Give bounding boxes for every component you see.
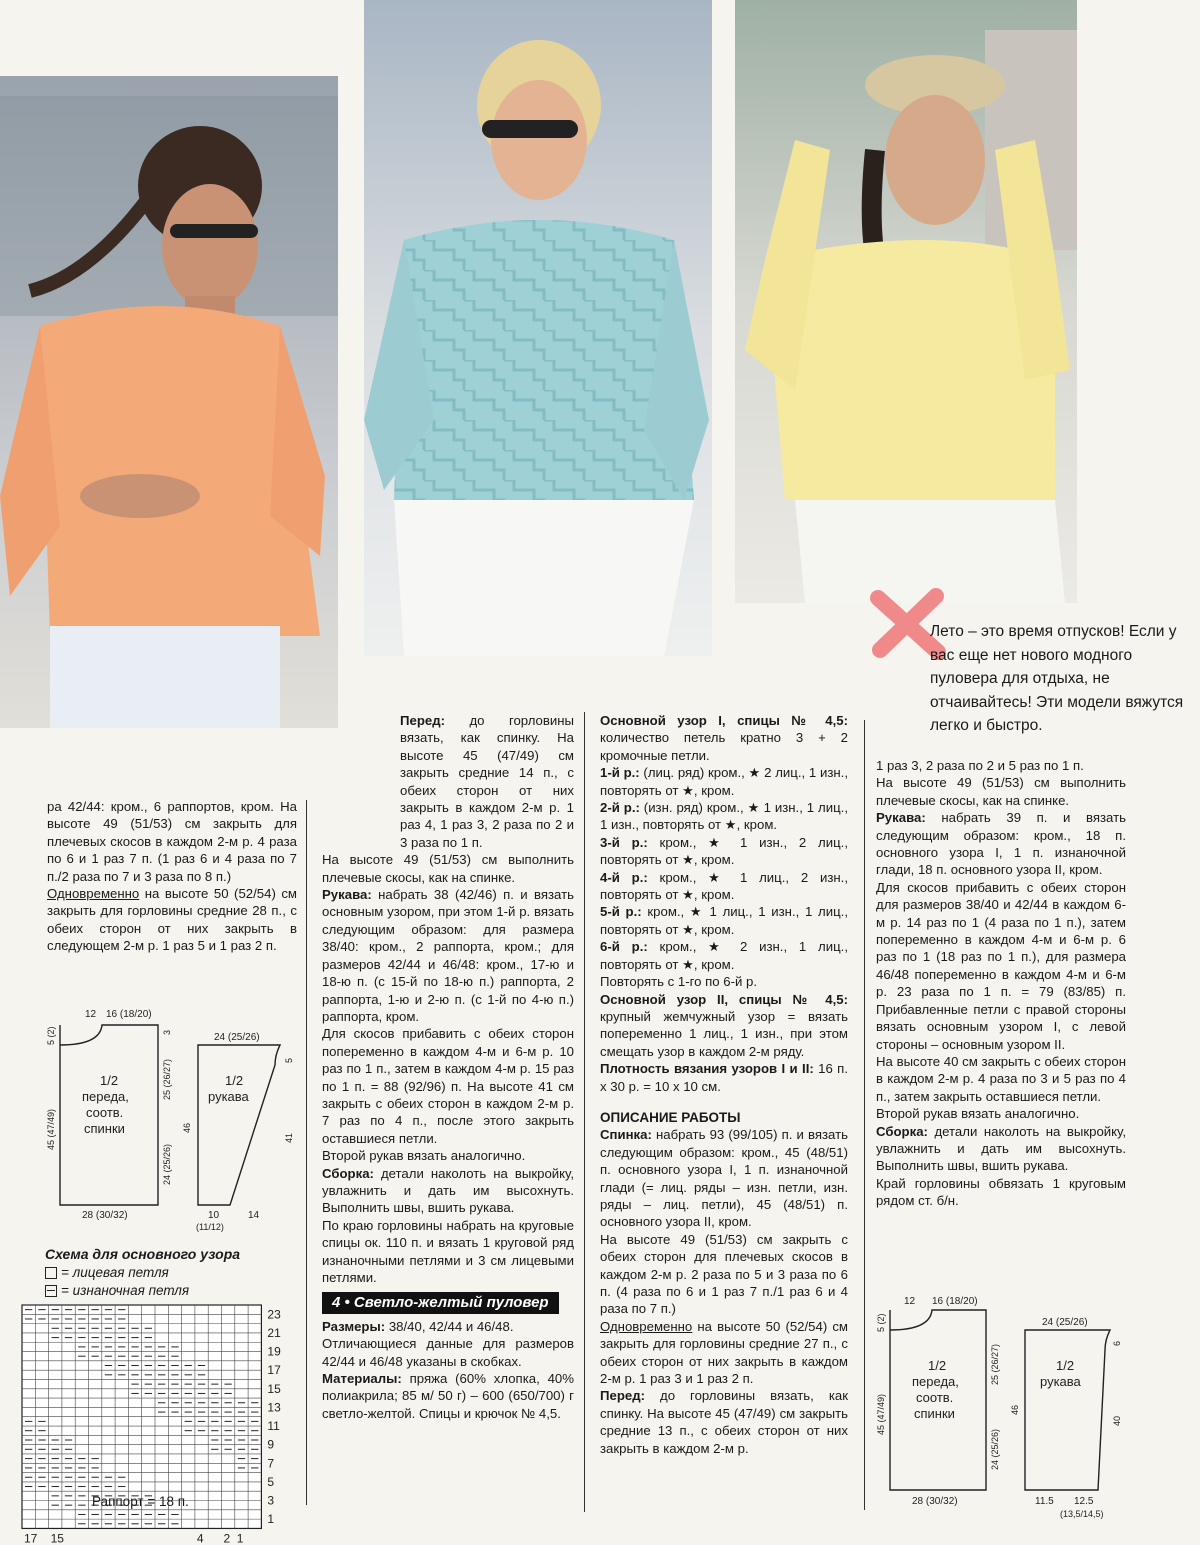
scheme-row-number: 15 xyxy=(267,1381,281,1396)
scheme-row-number: 21 xyxy=(267,1325,281,1340)
col2-sizes xyxy=(322,1318,574,1335)
col4-neck: Край горловины обвязать 1 круговым рядом ст. б/н. xyxy=(876,1175,1126,1209)
photo-yellow-sweater xyxy=(735,0,1077,603)
r-sleeve-dim-right-top: 6 xyxy=(1112,1340,1122,1346)
col2-sizes-head: Размеры: xyxy=(322,1318,386,1334)
col3-simultaneously: Одновременно xyxy=(600,1318,693,1334)
r-dim-top-b: 16 (18/20) xyxy=(932,1296,978,1307)
col2-assembly-text: детали наколоть на выкройку, увлажнить и дать им высохнуть. Выполнить швы, вшить рукава. xyxy=(322,1165,574,1216)
sleeve-dim-right: 41 xyxy=(284,1132,294,1143)
column-divider-2 xyxy=(584,712,585,1512)
col3-back3-text: на высоте 50 (52/54) см закрыть для горловины средние 27 п., с обеих сторон от них закрыть в каждом 2-м р. 1 раз 3 и 1 раз 2 п. xyxy=(600,1318,848,1387)
col3-front xyxy=(600,1387,848,1457)
col3-row5 xyxy=(600,903,848,938)
col4-bevel: Для скосов прибавить с обеих сторон для размеров 38/40 и 42/44 в каждом 6-м р. 14 раз по 1 (4 раза по 1 п.), затем попеременно в каждом 4-м и 6-м р. 6 раз по 1 (18 раз по 1 п.), для размера 46/48 попеременно в каждом 4-м и 6-м р. 23 раза по 1 п. = 79 (83/85) п. Прибавленные петли с правой стороны вязать основным узором I, с левой стороны – основным узором II. xyxy=(876,879,1126,1052)
column-divider-1 xyxy=(306,800,307,1505)
col2-materials xyxy=(322,1370,574,1422)
sleeve-label-1: 1/2 xyxy=(225,1073,244,1088)
photo-peach-sweater xyxy=(0,76,338,728)
dim-left: 45 (47/49) xyxy=(46,1108,56,1150)
sleeve-dim-left: 46 xyxy=(182,1122,192,1133)
r-dim-right-low: 24 (25/26) xyxy=(990,1428,1000,1470)
scheme-row-number: 9 xyxy=(267,1437,275,1452)
sleeve-dim-right-top: 5 xyxy=(284,1057,294,1063)
photo-mint-sweater xyxy=(364,0,712,656)
r-front-label-4: спинки xyxy=(914,1406,955,1421)
scheme-row-number: 3 xyxy=(267,1493,275,1508)
col2-front-head: Перед: xyxy=(400,713,445,728)
col3-repeat: Повторять с 1-го по 6-й р. xyxy=(600,974,758,990)
scheme-title: Схема для основного узора xyxy=(45,1246,241,1262)
col4-sleeves-text: набрать 39 п. и вязать следующим образом: кром., 18 п. основного узора I, 1 п. изнаночной глади, 18 п. основного узора II, кром. xyxy=(876,810,1126,878)
col2-sizes-note: Отличающиеся данные для размеров 42/44 и 46/48 указаны в скобках. xyxy=(322,1336,574,1369)
col3-row2-head: 2-й р.: xyxy=(600,800,640,816)
sleeve-dim-bottom-b: 14 xyxy=(248,1210,260,1221)
col3-pattern2 xyxy=(600,991,848,1061)
scheme-col-number: 17 xyxy=(24,1531,38,1545)
purl-stitch-icon xyxy=(45,1285,57,1297)
col2-neck: По краю горловины набрать на круговые спицы ок. 110 п. и вязать 1 круговой ряд изнаночными петлями и 3 см лицевыми петлями. xyxy=(322,1217,574,1285)
col3-row6-head: 6-й р.: xyxy=(600,939,648,955)
col4-sleeves-head: Рукава: xyxy=(876,810,926,826)
col3-back xyxy=(600,1126,848,1230)
col1-neck-text: на высоте 50 (52/54) см закрыть для горловины средние 28 п., с обеих сторон от них закрыть в следующем 2-м р. 1 раз 5 и 1 раз 2 п. xyxy=(47,886,297,954)
col3-row5-text: кром., ★ 1 лиц., 1 изн., 1 лиц., повторять от ★, кром. xyxy=(600,904,848,937)
scheme-col-number: 4 xyxy=(196,1531,204,1545)
scheme-row-number: 7 xyxy=(267,1456,275,1471)
col3-row6 xyxy=(600,938,848,973)
sleeve-shape xyxy=(198,1045,280,1205)
dim-right-top: 3 xyxy=(162,1029,172,1035)
r-sleeve-label-2: рукава xyxy=(1040,1374,1081,1389)
col3-pattern2-text: крупный жемчужный узор = вязать попеременно 1 лиц., 1 изн., при этом смещать узор в каждом 2-м ряду. xyxy=(600,1008,848,1059)
col2-sleeves-head: Рукава: xyxy=(322,887,372,903)
col2-bevel: Для скосов прибавить с обеих сторон попеременно в каждом 4-м и 6-м р. 10 раз по 1 п., затем в каждом 4-м р. 15 раз по 1 п. = 88 (92/96) п. На высоте 41 см закрыть с обеих сторон в каждом 2-м р. 7 раз по 4 п., после этого закрыть оставшиеся петли. xyxy=(322,1026,574,1146)
dim-left-top: 5 (2) xyxy=(46,1026,56,1045)
scheme-col-number: 15 xyxy=(50,1531,64,1545)
sleeve-shape-right xyxy=(1025,1330,1110,1490)
col1-simultaneously: Одновременно xyxy=(47,886,140,902)
column-3 xyxy=(600,712,848,1457)
col3-back3 xyxy=(600,1318,848,1388)
r-front-label-2: переда, xyxy=(912,1374,959,1389)
col4-p2: На высоте 49 (51/53) см выполнить плечевые скосы, как на спинке. xyxy=(876,775,1126,808)
col2-assembly xyxy=(322,1165,574,1217)
scheme-row-number: 17 xyxy=(267,1363,281,1378)
section-banner: 4 • Светло-желтый пуловер xyxy=(322,1292,559,1313)
col2-front2: На высоте 49 (51/53) см выполнить плечевые скосы, как на спинке. xyxy=(322,852,574,885)
col4-p1: 1 раз 3, 2 раза по 2 и 5 раз по 1 п. xyxy=(876,758,1084,773)
col3-back-text: набрать 93 (99/105) п. и вязать следующим образом: кром., 45 (48/51) п. основного узора I, 1 п. изнаночной глади (= лиц. ряды – изн. петли, изн. ряды – лиц. петли), 45 (48/51) п. основного узора II, кром. xyxy=(600,1127,848,1230)
pattern-diagram-left xyxy=(40,1005,310,1235)
scheme-row-number: 13 xyxy=(267,1400,281,1415)
repeat-label: Раппорт = 18 п. xyxy=(92,1494,189,1509)
col3-row3 xyxy=(600,834,848,869)
r-sleeve-dim-bottom-a: 11.5 xyxy=(1035,1496,1054,1507)
col3-row2-text: (изн. ряд) кром., ★ 1 изн., 1 лиц., 1 изн., повторять от ★, кром. xyxy=(600,800,849,833)
front-label-2: переда, xyxy=(82,1089,129,1104)
legend-knit xyxy=(45,1265,169,1280)
column-1 xyxy=(47,798,297,955)
r-dim-bottom: 28 (30/32) xyxy=(912,1496,958,1507)
col2-sleeves-text: набрать 38 (42/46) п. и вязать основным узором, при этом 1-й р. вязать следующим образом: для размера 38/40: кром., 2 раппорта, кром.; для размеров 42/44 и 46/48: кром., 17-ю и 18-ю п. (с 15-й по 18-ю п.) раппорта, 2 раппорта, 1-ю и 2-ю п. (с 1-й по 4-ю п.) раппорта, кром. xyxy=(322,887,574,1024)
col3-row1 xyxy=(600,764,848,799)
col4-sleeves xyxy=(876,809,1126,879)
r-sleeve-dim-left: 46 xyxy=(1010,1404,1020,1415)
scheme-row-number: 1 xyxy=(267,1512,275,1527)
r-dim-left: 45 (47/49) xyxy=(876,1393,886,1435)
col2-materials-text: пряжа (60% хлопка, 40% полиакрила; 85 м/ 50 г) – 600 (650/700) г светло-желтой. Спицы и крючок № 4,5. xyxy=(322,1371,574,1421)
col2-materials-head: Материалы: xyxy=(322,1371,402,1387)
col3-row6-text: кром., ★ 2 изн., 1 лиц., повторять от ★, кром. xyxy=(600,939,848,972)
col4-second-sleeve: Второй рукав вязать аналогично. xyxy=(876,1106,1080,1122)
scheme-row-number: 5 xyxy=(267,1474,275,1489)
column-4 xyxy=(876,757,1126,1210)
r-front-label-1: 1/2 xyxy=(928,1358,947,1373)
scheme-row-number: 19 xyxy=(267,1344,281,1359)
col4-assembly xyxy=(876,1123,1126,1175)
sleeve-dim-top: 24 (25/26) xyxy=(214,1032,260,1043)
scheme-row-number: 11 xyxy=(267,1419,280,1434)
col3-pattern1-text: количество петель кратно 3 + 2 кромочные петли. xyxy=(600,730,848,763)
col3-row1-text: (лиц. ряд) кром., ★ 2 лиц., 1 изн., повторять от ★, кром. xyxy=(600,765,849,798)
col4-assembly-head: Сборка: xyxy=(876,1123,928,1139)
col3-density-head: Плотность вязания узоров I и II: xyxy=(600,1061,814,1077)
col3-pattern1 xyxy=(600,712,848,764)
col1-paragraph-1: ра 42/44: кром., 6 раппортов, кром. На высоте 49 (51/53) см закрыть для плечевых скосов в каждом 2-м р. 4 раза по 6 и 1 раз 7 п. (1 раз 6 и 4 раза по 7 п./2 раза по 7 и 3 раза по 8 п.) xyxy=(47,799,297,884)
dim-top-b: 16 (18/20) xyxy=(106,1009,152,1020)
r-sleeve-dim-right: 40 xyxy=(1112,1415,1122,1426)
col2-front-text: до горловины вязать, как спинку. На высоте 45 (47/49) см закрыть средние 14 п., с обеих сторон от них закрыть в каждом 2-м р. 1 раз 4, 1 раз 3, 2 раза по 2 и 3 раза по 1 п. xyxy=(400,713,574,850)
knit-stitch-icon xyxy=(45,1267,57,1279)
col3-row2 xyxy=(600,799,848,834)
r-sleeve-dim-bottom-b2: (13,5/14,5) xyxy=(1060,1509,1104,1519)
column-divider-3 xyxy=(864,720,865,1510)
front-label-4: спинки xyxy=(84,1121,125,1136)
col3-front-text: до горловины вязать, как спинку. На высоте 45 (47/49) см закрыть средние 13 п., с обеих сторон от них закрыть в каждом 2-м р. xyxy=(600,1388,848,1456)
col2-sizes-text: 38/40, 42/44 и 46/48. xyxy=(385,1318,514,1334)
r-sleeve-dim-top: 24 (25/26) xyxy=(1042,1317,1088,1328)
col3-work-heading: ОПИСАНИЕ РАБОТЫ xyxy=(600,1109,741,1125)
col4-close: На высоте 40 см закрыть с обеих сторон в каждом 2-м р. 4 раза по 3 и 5 раз по 4 п., затем закрыть оставшиеся петли. xyxy=(876,1053,1126,1104)
col4-assembly-text: детали наколоть на выкройку, увлажнить и дать им высохнуть. Выполнить швы, вшить рукава. xyxy=(876,1123,1126,1174)
sleeve-dim-bottom-a2: (11/12) xyxy=(196,1222,224,1232)
r-front-label-3: соотв. xyxy=(916,1390,954,1405)
col2-assembly-head: Сборка: xyxy=(322,1165,374,1181)
r-sleeve-label-1: 1/2 xyxy=(1056,1358,1075,1373)
col3-back-head: Спинка: xyxy=(600,1127,652,1143)
sleeve-label-2: рукава xyxy=(208,1089,249,1104)
front-label-3: соотв. xyxy=(86,1105,124,1120)
col3-pattern1-head: Основной узор I, спицы № 4,5: xyxy=(600,713,848,728)
r-dim-right-mid: 25 (26/27) xyxy=(990,1343,1000,1385)
col2-sleeves xyxy=(322,886,574,1025)
r-sleeve-dim-bottom-b: 12.5 xyxy=(1074,1496,1094,1507)
pattern-diagram-right xyxy=(870,1290,1140,1530)
legend-knit-text: = лицевая петля xyxy=(61,1265,169,1280)
dim-top-a: 12 xyxy=(85,1009,97,1020)
col3-density xyxy=(600,1060,848,1095)
col3-row4-head: 4-й р.: xyxy=(600,869,648,885)
dim-right-low: 24 (25/26) xyxy=(162,1143,172,1185)
legend-purl-text: = изнаночная петля xyxy=(61,1283,190,1298)
col3-pattern2-head: Основной узор II, спицы № 4,5: xyxy=(600,991,848,1007)
col3-row3-text: кром., ★ 1 изн., 2 лиц., повторять от ★, кром. xyxy=(600,834,848,868)
col3-row3-head: 3-й р.: xyxy=(600,834,648,850)
scheme-col-number: 2 xyxy=(223,1531,231,1545)
knitting-scheme-grid xyxy=(20,1303,310,1545)
col2-second-sleeve: Второй рукав вязать аналогично. xyxy=(322,1148,526,1164)
col3-front-head: Перед: xyxy=(600,1388,645,1404)
front-label-1: 1/2 xyxy=(100,1073,119,1088)
col3-row1-head: 1-й р.: xyxy=(600,765,640,781)
col3-row5-head: 5-й р.: xyxy=(600,904,642,920)
dim-right-mid: 25 (26/27) xyxy=(162,1058,172,1100)
col3-row4 xyxy=(600,869,848,904)
r-dim-top-a: 12 xyxy=(904,1296,916,1307)
col1-paragraph-2 xyxy=(47,885,297,955)
col3-back2: На высоте 49 (51/53) см закрыть с обеих сторон для плечевых скосов в каждом 2-м р. 2 раза по 5 и 3 раза по 6 п. (4 раза по 6 и 1 раз 7 п./1 раз 6 и 4 раза по 7 п.) xyxy=(600,1231,848,1317)
col3-density-text: 16 п. х 30 р. = 10 х 10 см. xyxy=(600,1061,848,1094)
intro-text: Лето – это время отпусков! Если у вас еще нет нового модного пуловера для отдыха, не отчаивайтесь! Эти модели вяжутся легко и быстро. xyxy=(930,623,1184,734)
dim-bottom: 28 (30/32) xyxy=(82,1210,128,1221)
col3-row4-text: кром., ★ 1 лиц., 2 изн., повторять от ★, кром. xyxy=(600,869,848,903)
sleeve-dim-bottom-a: 10 xyxy=(208,1210,220,1221)
scheme-row-number: 23 xyxy=(267,1307,281,1322)
col2-front xyxy=(322,712,574,851)
r-dim-left-top: 5 (2) xyxy=(876,1313,886,1332)
scheme-col-number: 1 xyxy=(236,1531,244,1545)
column-2 xyxy=(322,712,574,1422)
legend-purl xyxy=(45,1283,189,1298)
